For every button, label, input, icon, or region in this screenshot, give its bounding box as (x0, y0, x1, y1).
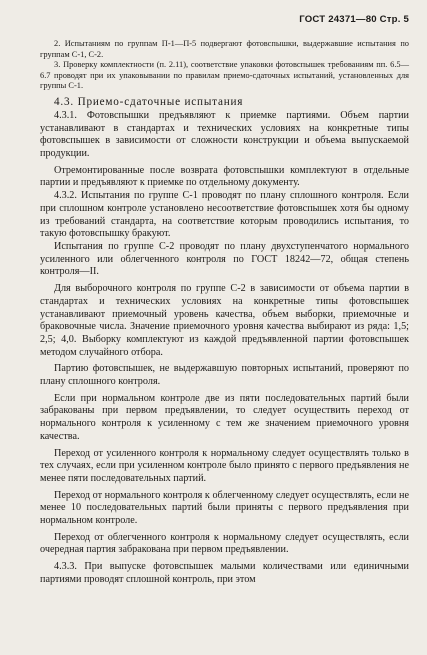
page-header: ГОСТ 24371—80 Стр. 5 (299, 14, 409, 25)
body-paragraph: Испытания по группе С-2 проводят по плану двухступенчатого нормального усиленного или облегченного контроля по ГОСТ 18242—72, общая степень контроля—II. (40, 241, 409, 278)
body-paragraph: 4.3.3. При выпуске фотовспышек малыми количествами или единичными партиями проводят сплошной контроль, при этом (40, 561, 409, 585)
note-paragraph: 2. Испытаниям по группам П-1—П-5 подвергают фотовспышки, выдержавшие испытания по группам С-1, С-2. (40, 39, 409, 59)
body-paragraph: Переход от нормального контроля к облегченному следует осуществлять, если не менее 10 последовательных партий были приняты с первого предъявления при нормальном контроле. (40, 489, 409, 527)
body-paragraph: Отремонтированные после возврата фотовспышки комплектуют в отдельные партии и предъявляют к приемке по отдельному документу. (40, 164, 409, 189)
note-paragraph: 3. Проверку комплектности (п. 2.11), соответствие упаковки фотовспышек требованиям пп. 6.5—6.7 проводят при их упаковывании по правилам приемо-сдаточных испытаний, установленных для группы С-1. (40, 60, 409, 91)
body-paragraph: Если при нормальном контроле две из пяти последовательных партий были забракованы при первом предъявлении, то следует осуществить переход от нормального контроля к усиленному с тем же значением приемочного уровня качества. (40, 392, 409, 442)
body-paragraph: 4.3.2. Испытания по группе С-1 проводят по плану сплошного контроля. Если при сплошном контроле установлено несоответствие фотовспышек хотя бы одному из требований стандарта, на соответствие которым проводились испытания, то такую фотовспышку бракуют. (40, 190, 409, 240)
body-paragraph: Для выборочного контроля по группе С-2 в зависимости от объема партии в стандартах и технических условиях на конкретные типы фотовспышек устанавливают приемочный уровень качества, объем выборки, приемочные и браковочные числа. Значение приемочного уровня качества выбирают из ряда: 1,5; 2,5; 4,0. Выборку комплектуют из каждой предъявленной партии фотовспышек методом случайного отбора. (40, 283, 409, 358)
body-paragraph: Переход от усиленного контроля к нормальному следует осуществлять только в тех случаях, если при усиленном контроле было принято с первого предъявления не менее пяти последовательных партий. (40, 447, 409, 484)
body-paragraph: Переход от облегченного контроля к нормальному следует осуществлять, если очередная партия забракована при первом предъявлении. (40, 531, 409, 556)
section-heading: 4.3. Приемо-сдаточные испытания (54, 95, 244, 108)
body-paragraph: 4.3.1. Фотовспышки предъявляют к приемке партиями. Объем партии устанавливают в стандартах и технических условиях на конкретные типы фотовспышек в зависимости от сложности конструкции и объема выпускаемой продукции. (40, 109, 409, 160)
body-paragraph: Партию фотовспышек, не выдержавшую повторных испытаний, проверяют по плану сплошного контроля. (40, 363, 409, 388)
